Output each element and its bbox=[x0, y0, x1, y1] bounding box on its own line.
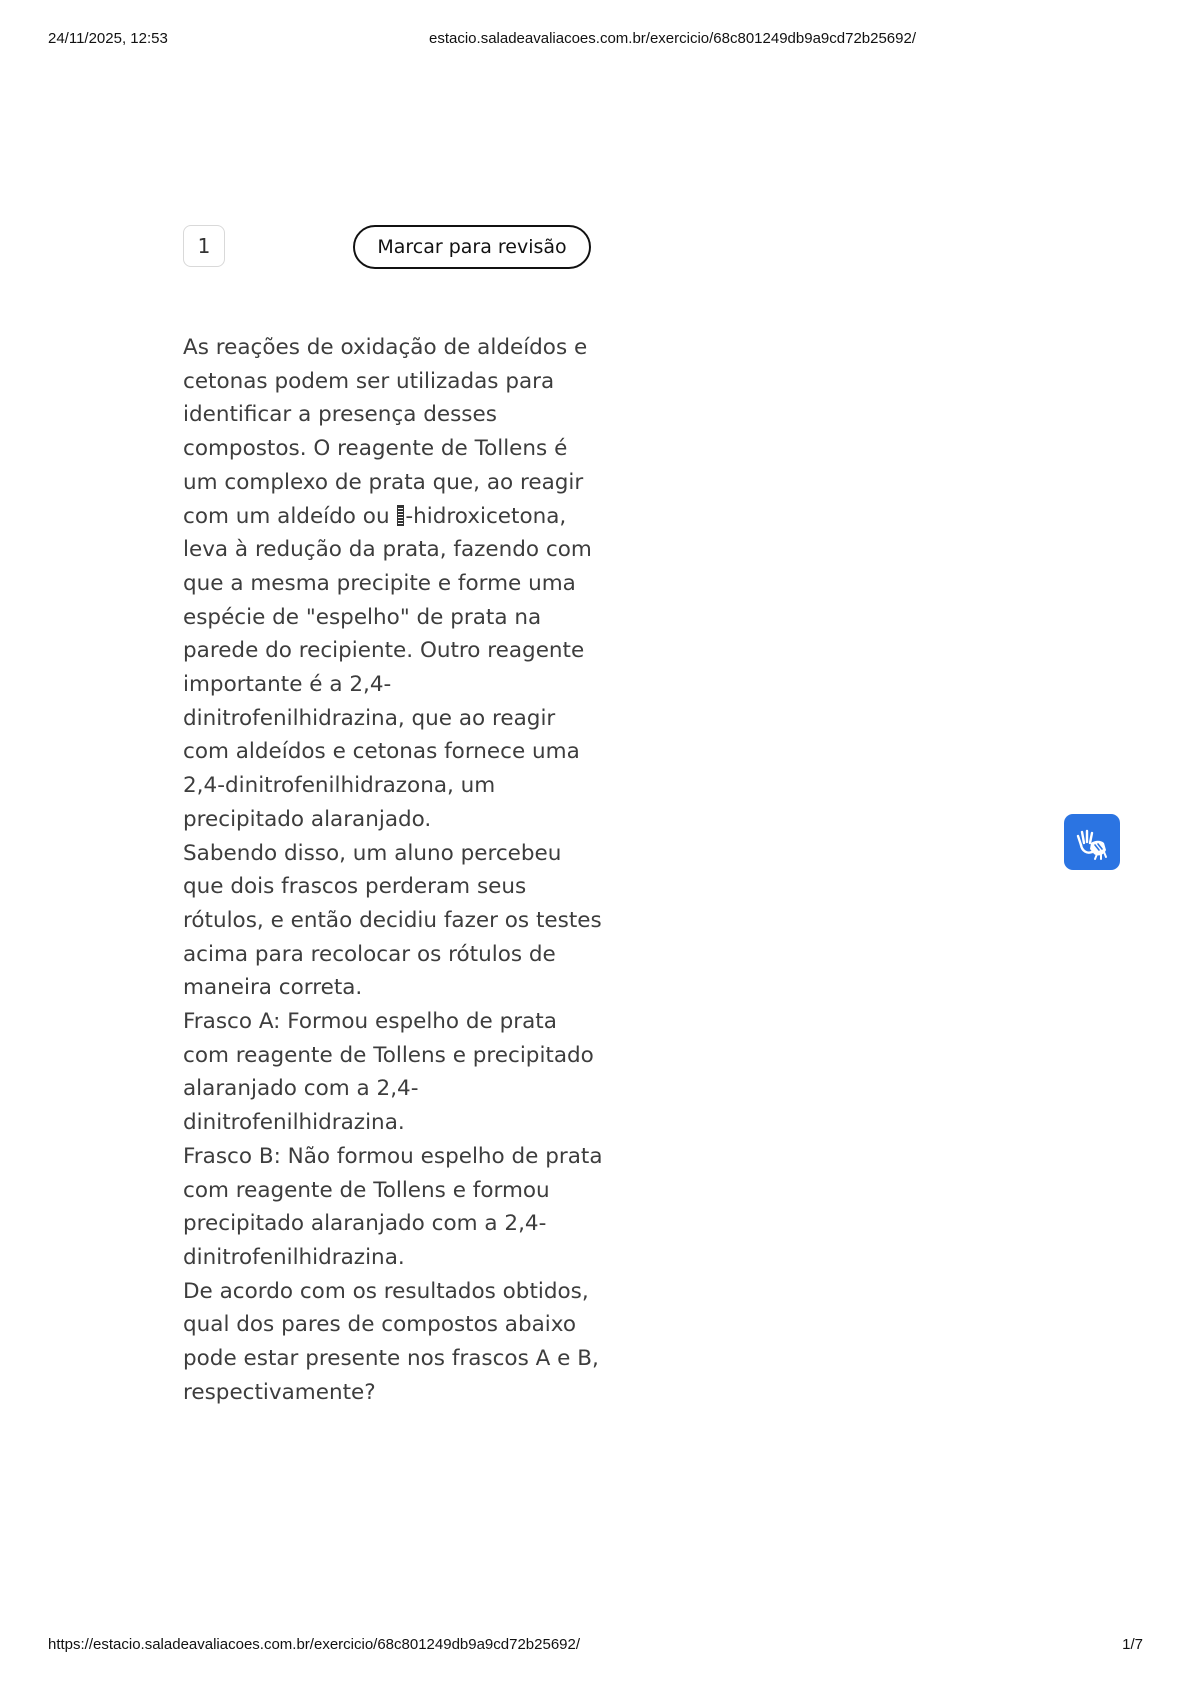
mark-for-review-button[interactable]: Marcar para revisão bbox=[353, 225, 591, 269]
question-header bbox=[183, 225, 603, 271]
print-footer bbox=[48, 1636, 1143, 1656]
question-paragraph bbox=[183, 331, 603, 837]
question-paragraph: Frasco A: Formou espelho de prata com reagente de Tollens e precipitado alaranjado com a 2,4-dinitrofenilhidrazina. bbox=[183, 1009, 594, 1136]
print-header-url: estacio.saladeavaliacoes.com.br/exercicio/68c801249db9a9cd72b25692/ bbox=[429, 30, 917, 47]
missing-glyph-icon bbox=[397, 505, 404, 526]
question-number-badge[interactable]: 1 bbox=[183, 225, 225, 267]
question-text bbox=[183, 331, 603, 1410]
question-card bbox=[183, 225, 603, 1410]
page-counter: 1/7 bbox=[1122, 1636, 1143, 1653]
question-text-part-1: As reações de oxidação de aldeídos e cetonas podem ser utilizadas para identificar a presença desses compostos. O reagente de Tollens é um complexo de prata que, ao reagir com um aldeído ou bbox=[183, 335, 588, 529]
question-paragraph: Frasco B: Não formou espelho de prata com reagente de Tollens e formou precipitado alaranjado com a 2,4-dinitrofenilhidrazina. bbox=[183, 1143, 603, 1270]
print-datetime: 24/11/2025, 12:53 bbox=[48, 30, 168, 47]
question-paragraph: De acordo com os resultados obtidos, qual dos pares de compostos abaixo pode estar presente nos frascos A e B, respectivamente? bbox=[183, 1278, 599, 1405]
sign-language-hands-icon bbox=[1073, 823, 1111, 861]
question-text-part-2: -hidroxicetona, leva à redução da prata, fazendo com que a mesma precipite e forme uma espécie de "espelho" de prata na parede do recipiente. Outro reagente importante é a 2,4-dinitrofenilhidrazina, que ao reagir com aldeídos e cetonas fornece uma 2,4-dinitrofenilhidrazona, um precipitado alaranjado. bbox=[183, 503, 592, 832]
print-footer-url: https://estacio.saladeavaliacoes.com.br/exercicio/68c801249db9a9cd72b25692/ bbox=[48, 1636, 581, 1653]
sign-language-accessibility-button[interactable] bbox=[1064, 814, 1120, 870]
print-header bbox=[48, 30, 1143, 50]
question-paragraph: Sabendo disso, um aluno percebeu que dois frascos perderam seus rótulos, e então decidiu fazer os testes acima para recolocar os rótulos de maneira correta. bbox=[183, 840, 602, 1001]
